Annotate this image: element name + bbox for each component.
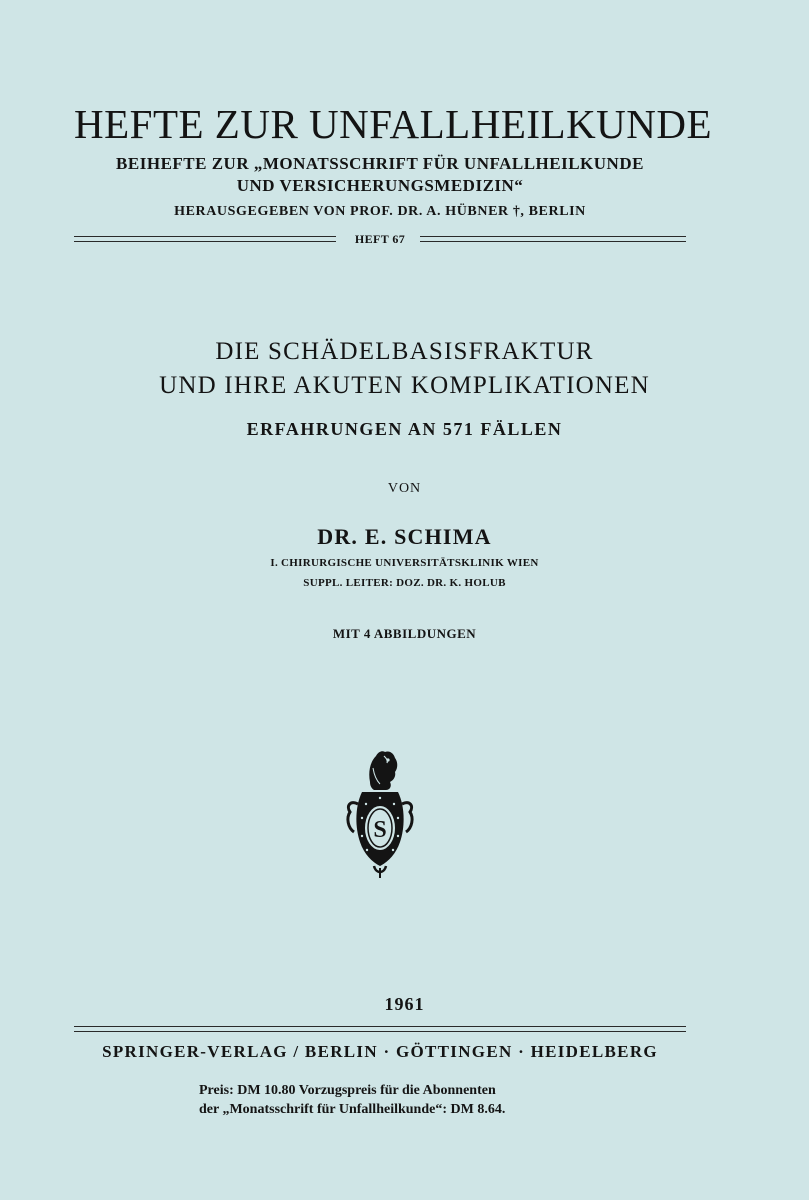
publisher-line: SPRINGER-VERLAG / BERLIN · GÖTTINGEN · HEIDELBERG: [102, 1042, 658, 1061]
series-subtitle-line-2: UND VERSICHERUNGSMEDIZIN“: [236, 176, 524, 195]
rule-left-bottom: [74, 241, 336, 242]
affiliation-line-1: I. CHIRURGISCHE UNIVERSITÄTSKLINIK WIEN: [270, 557, 539, 569]
book-title-line-2: UND IHRE AKUTEN KOMPLIKATIONEN: [159, 372, 650, 399]
rule-right-bottom: [420, 241, 686, 242]
issue-number: HEFT 67: [354, 232, 406, 246]
springer-horse-emblem-icon: [340, 748, 420, 880]
series-title: HEFTE ZUR UNFALLHEILKUNDE: [74, 101, 713, 147]
rule-right-top: [420, 236, 686, 237]
book-subtitle: ERFAHRUNGEN AN 571 FÄLLEN: [246, 419, 563, 439]
series-subtitle-line-1: BEIHEFTE ZUR „MONATSSCHRIFT FÜR UNFALLHEILKUNDE: [116, 154, 644, 173]
by-label: VON: [387, 481, 422, 496]
publication-year: 1961: [384, 994, 425, 1014]
price-line-1: Preis: DM 10.80 Vorzugspreis für die Abonnenten: [199, 1083, 496, 1098]
imprint-rule-bottom: [74, 1031, 686, 1032]
affiliation-line-2: SUPPL. LEITER: DOZ. DR. K. HOLUB: [303, 577, 506, 589]
price-line-2: der „Monatsschrift für Unfallheilkunde“: DM 8.64.: [199, 1102, 506, 1117]
author-name: DR. E. SCHIMA: [317, 524, 492, 549]
book-title-line-1: DIE SCHÄDELBASISFRAKTUR: [215, 338, 594, 365]
series-editor: HERAUSGEGEBEN VON PROF. DR. A. HÜBNER †, BERLIN: [174, 204, 586, 219]
imprint-rule-top: [74, 1026, 686, 1027]
illustrations-note: MIT 4 ABBILDUNGEN: [332, 626, 477, 641]
emblem-monogram: S: [373, 817, 387, 843]
rule-left-top: [74, 236, 336, 237]
issue-rule: [74, 233, 686, 247]
